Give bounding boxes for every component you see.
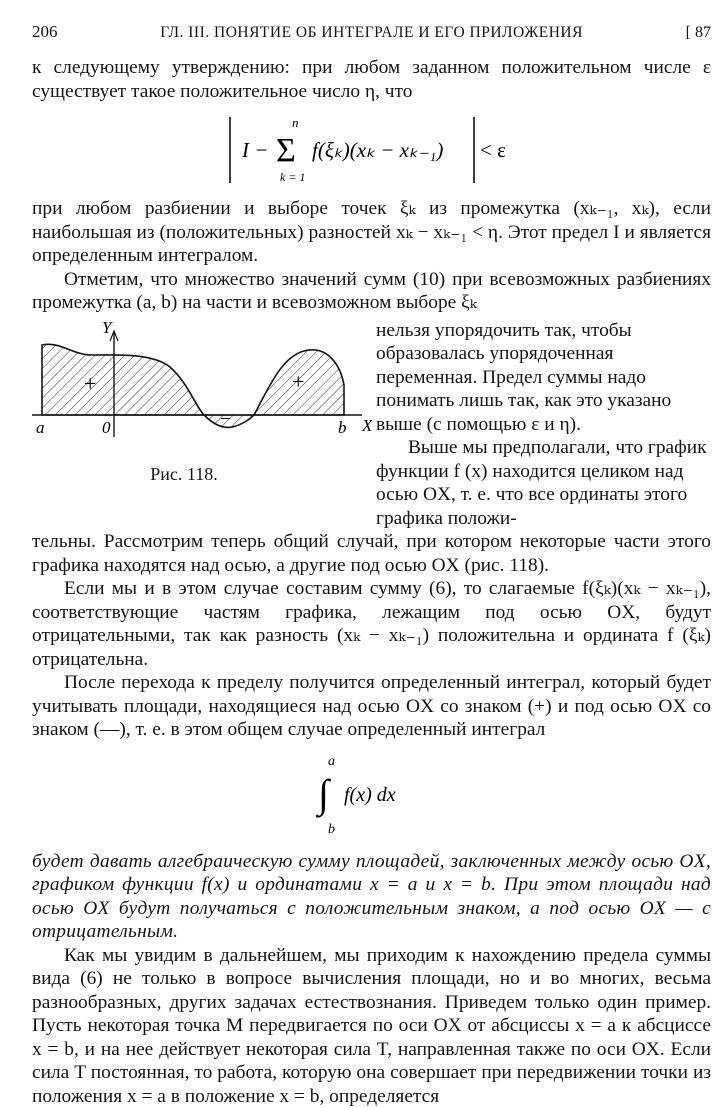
label-minus: − (220, 408, 231, 430)
eq1-sum-lower: k = 1 (280, 170, 305, 184)
figure-side-text (372, 319, 711, 531)
label-b: b (338, 418, 347, 437)
integrand: f(x) dx (344, 784, 396, 806)
label-x: X (361, 416, 372, 435)
equation-definite-integral (32, 748, 711, 844)
paragraph-4: нельзя упорядочить так, чтобы образовалась упорядоченная переменная. Предел суммы надо понимать лишь так, как это указано выше (с помощью ε и η). (376, 319, 711, 437)
paragraph-8: будет давать алгебраическую сумму площадей, заключенных между осью OX, графиком функции f(x) и ординатами x = a и x = b. При этом площади над осью OX будут получаться с положительным знаком, а под осью OX — с отрицательным. (32, 850, 711, 944)
paragraph-9: Как мы увидим в дальнейшем, мы приходим к нахождению предела суммы вида (6) не только в вопросе вычисления площади, но и во многих, весьма разнообразных, других задачах естествознания. Приведем только один пример. Пусть некоторая точка M передвигается по оси OX от абсциссы x = a к абсциссе x = b, и на нее действует некоторая сила T, направленная также по оси OX. Если сила T постоянная, то работа, которую она совершает при передвижении точки из положения x = a в положение x = b, определяется (32, 944, 711, 1108)
paragraph-6: Если мы и в этом случае составим сумму (6), то слагаемые f(ξₖ)(xₖ − xₖ₋₁), соответствующие частям графика, лежащим под осью OX, будут отрицательными, так как разность (xₖ − xₖ₋₁) положительна и ордината f (ξₖ) отрицательна. (32, 577, 711, 671)
running-title: ГЛ. III. ПОНЯТИЕ ОБ ИНТЕГРАЛЕ И ЕГО ПРИЛОЖЕНИЯ (160, 24, 583, 42)
equation-limit-sum-svg (222, 109, 522, 189)
figure-block (32, 319, 711, 531)
eq1-rhs: < ε (480, 138, 506, 162)
label-origin: 0 (102, 418, 111, 437)
label-a: a (36, 418, 45, 437)
region-positive-left (42, 344, 204, 415)
paragraph-2: при любом разбиении и выборе точек ξₖ из промежутка (xₖ₋₁, xₖ), если наибольшая из (положительных) разностей xₖ − xₖ₋₁ < η. Этот предел I и является определенным интегралом. (32, 197, 711, 268)
figure-caption: Рис. 118. (32, 464, 372, 485)
eq1-summand: f(ξₖ)(xₖ − xₖ₋₁) (312, 138, 443, 162)
section-number: [ 87 (686, 24, 711, 42)
label-y: Y (102, 319, 113, 337)
label-plus-left: + (84, 371, 96, 396)
figure-118 (32, 319, 372, 531)
integral-sign: ∫ (315, 771, 332, 818)
integral-upper-limit: a (328, 754, 335, 769)
paragraph-3: Отметим, что множество значений сумм (10) при всевозможных разбиениях промежутка (a, b) на части и всевозможном выборе ξₖ (32, 268, 711, 315)
running-header (32, 22, 711, 42)
eq1-sum-upper: n (292, 115, 299, 130)
equation-integral-svg (312, 751, 432, 841)
paragraph-7: После перехода к пределу получится определенный интеграл, который будет учитывать площади, находящиеся над осью OX со знаком (+) и под осью OX со знаком (—), т. е. в этом общем случае определенный интеграл (32, 671, 711, 742)
integral-lower-limit: b (328, 822, 335, 837)
label-plus-right: + (292, 369, 304, 394)
figure-118-graph (32, 319, 372, 449)
eq1-lhs: I − (241, 138, 268, 162)
paragraph-5-start: Выше мы предполагали, что график функции f (x) находится целиком над осью OX, т. е. что все ординаты этого графика положи- (376, 436, 711, 530)
paragraph-5-cont: тельны. Рассмотрим теперь общий случай, при котором некоторые части этого графика находятся над осью, а другие под осью OX (рис. 118). (32, 530, 711, 577)
equation-limit-sum (32, 105, 711, 193)
paragraph-1: к следующему утверждению: при любом заданном положительном числе ε существует такое положительное число η, что (32, 56, 711, 103)
page-number: 206 (32, 22, 58, 42)
sigma-symbol: Σ (276, 132, 296, 169)
